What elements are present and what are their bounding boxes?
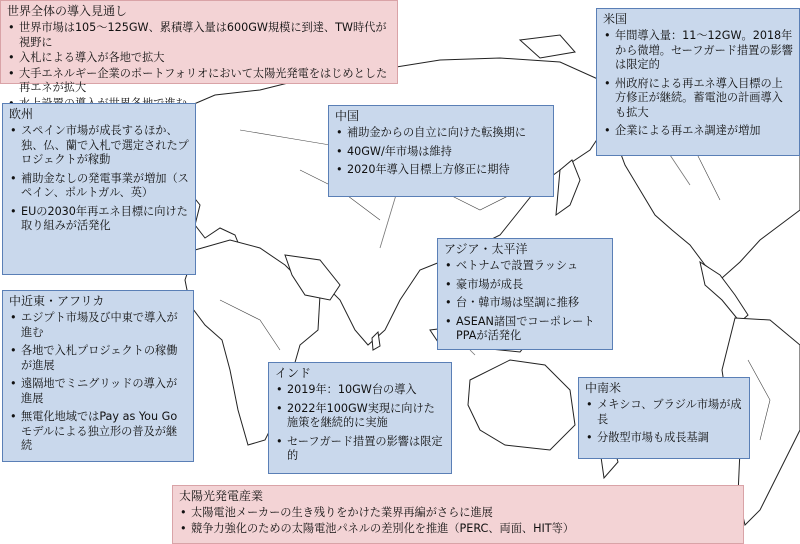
india-item: • 2019年：10GW台の導入 <box>275 383 445 398</box>
world-outlook-title: 世界全体の導入見通し <box>7 4 128 18</box>
latin-america-item: • 分散型市場も成長基調 <box>585 431 743 446</box>
usa-title: 米国 <box>603 12 628 26</box>
china-box <box>328 105 554 197</box>
middle-east-africa-title: 中近東・アフリカ <box>9 294 105 308</box>
usa-item: • 州政府による再エネ導入目標の上方修正が継続。蓄電池の計画導入も拡大 <box>603 77 793 121</box>
europe-box <box>2 103 196 275</box>
asia-pacific-item: • ASEAN諸国でコーポレートPPAが活発化 <box>444 315 606 344</box>
middle-east-africa-box <box>2 290 194 462</box>
pv-industry-item: • 太陽電池メーカーの生き残りをかけた業界再編がさらに進展 <box>179 506 737 521</box>
usa-item: • 年間導入量：11～12GW。2018年から微増。セーフガード措置の影響は限定的 <box>603 29 793 73</box>
australia-outline <box>468 360 575 450</box>
europe-item: • EUの2030年再エネ目標に向けた取り組みが活発化 <box>9 205 189 234</box>
india-title: インド <box>275 366 312 380</box>
asia-pacific-item: • 豪市場が成長 <box>444 278 606 293</box>
middle-east-africa-item: • エジプト市場及び中東で導入が進む <box>9 311 187 340</box>
china-item: • 補助金からの自立に向けた転換期に <box>335 126 547 141</box>
world-outlook-item: • 世界市場は105～125GW、累積導入量は600GW規模に到達、TW時代が視野に <box>7 21 391 50</box>
latin-america-title: 中南米 <box>585 381 622 395</box>
latin-america-box <box>578 377 750 459</box>
china-title: 中国 <box>335 109 360 123</box>
europe-item: • 補助金なしの発電事業が増加（スペイン、ポルトガル、英） <box>9 172 189 201</box>
pv-industry-title: 太陽光発電産業 <box>179 489 264 503</box>
world-outlook-box <box>0 0 398 94</box>
world-outlook-item: • 大手エネルギー企業のポートフォリオにおいて太陽光発電をはじめとした再エネが拡大 <box>7 67 391 96</box>
usa-box <box>596 8 800 156</box>
asia-pacific-item: • 台・韓市場は堅調に推移 <box>444 296 606 311</box>
asia-pacific-box <box>437 238 613 350</box>
middle-east-africa-item: • 遠隔地でミニグリッドの導入が進展 <box>9 377 187 406</box>
middle-east-africa-item: • 各地で入札プロジェクトの稼働が進展 <box>9 344 187 373</box>
europe-item: • スペイン市場が成長するほか、独、仏、蘭で入札で選定されたプロジェクトが稼動 <box>9 124 189 168</box>
usa-item: • 企業による再エネ調達が増加 <box>603 124 793 139</box>
india-item: • 2022年100GW実現に向けた施策を継続的に実施 <box>275 402 445 431</box>
pv-industry-item: • 競争力強化のための太陽電池パネルの差別化を推進（PERC、両面、HIT等） <box>179 522 737 537</box>
middle-east-africa-item: • 無電化地域ではPay as You Goモデルによる独立形の普及が継続 <box>9 410 187 454</box>
asia-pacific-title: アジア・太平洋 <box>444 242 528 256</box>
india-box <box>268 362 452 474</box>
latin-america-item: • メキシコ、ブラジル市場が成長 <box>585 398 743 427</box>
china-item: • 40GW/年市場は維持 <box>335 145 547 160</box>
india-item: • セーフガード措置の影響は限定的 <box>275 435 445 464</box>
world-outlook-item: • 入札による導入が各地で拡大 <box>7 51 391 66</box>
china-item: • 2020年導入目標上方修正に期待 <box>335 163 547 178</box>
arctic-island-outline <box>520 35 575 58</box>
asia-pacific-item: • ベトナムで設置ラッシュ <box>444 259 606 274</box>
pv-industry-box <box>172 485 744 544</box>
europe-title: 欧州 <box>9 107 34 121</box>
